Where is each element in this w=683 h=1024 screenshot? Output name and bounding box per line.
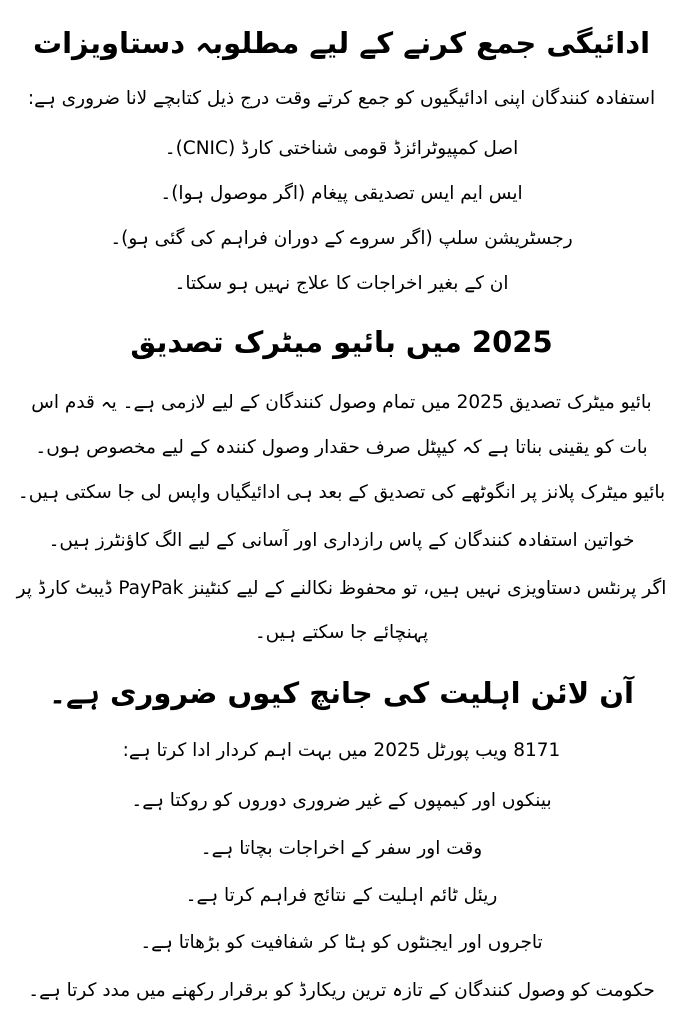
biometric-line-4: خواتین استفادہ کنندگان کے پاس رازداری اور آسانی کے لیے الگ کاؤنٹرز ہیں۔ <box>48 530 635 551</box>
online-item-2: وقت اور سفر کے اخراجات بچاتا ہے۔ <box>200 838 483 859</box>
intro-paragraph: استفادہ کنندگان اپنی ادائیگیوں کو جمع کرتے وقت درج ذیل کتابچے لانا ضروری ہے: <box>27 88 656 109</box>
online-item-3: ریئل ٹائم اہلیت کے نتائج فراہم کرتا ہے۔ <box>185 885 498 906</box>
biometric-line-5: اگر پرنٹس دستاویزی نہیں ہیں، تو محفوظ نکالنے کے لیے کنٹینز PayPak ڈیبٹ کارڈ پر <box>16 578 667 599</box>
heading-biometric-verification: 2025 میں بائیو میٹرک تصدیق <box>130 325 553 359</box>
list-item-cnic: اصل کمپیوٹرائزڈ قومی شناختی کارڈ (CNIC)۔ <box>164 138 519 159</box>
biometric-line-1: بائیو میٹرک تصدیق 2025 میں تمام وصول کنندگان کے لیے لازمی ہے۔ یہ قدم اس <box>31 392 652 413</box>
note-without-documents: ان کے بغیر اخراجات کا علاج نہیں ہو سکتا۔ <box>174 273 509 294</box>
list-item-registration-slip: رجسٹریشن سلپ (اگر سروے کے دوران فراہم کی گئی ہو)۔ <box>110 228 573 249</box>
online-item-5: حکومت کو وصول کنندگان کے تازہ ترین ریکارڈ کو برقرار رکھنے میں مدد کرتا ہے۔ <box>28 980 655 1001</box>
online-item-4: تاجروں اور ایجنٹوں کو ہٹا کر شفافیت کو بڑھاتا ہے۔ <box>140 932 543 953</box>
biometric-line-6: پہنچائے جا سکتے ہیں۔ <box>254 622 429 643</box>
online-intro: 8171 ویب پورٹل 2025 میں بہت اہم کردار ادا کرتا ہے: <box>122 740 561 761</box>
biometric-line-3: بائیو میٹرک پلانز پر انگوٹھے کی تصدیق کے بعد ہی ادائیگیاں واپس لی جا سکتی ہیں۔ <box>17 482 666 503</box>
heading-required-documents: ادائیگی جمع کرنے کے لیے مطلوبہ دستاویزات <box>32 26 651 60</box>
heading-online-eligibility: آن لائن اہلیت کی جانچ کیوں ضروری ہے۔ <box>48 676 634 710</box>
biometric-line-2: بات کو یقینی بناتا ہے کہ کیپٹل صرف حقدار وصول کنندہ کے لیے مخصوص ہوں۔ <box>35 437 648 458</box>
online-item-1: بینکوں اور کیمپوں کے غیر ضروری دوروں کو روکتا ہے۔ <box>131 790 552 811</box>
list-item-sms: ایس ایم ایس تصدیقی پیغام (اگر موصول ہوا)۔ <box>160 183 523 204</box>
